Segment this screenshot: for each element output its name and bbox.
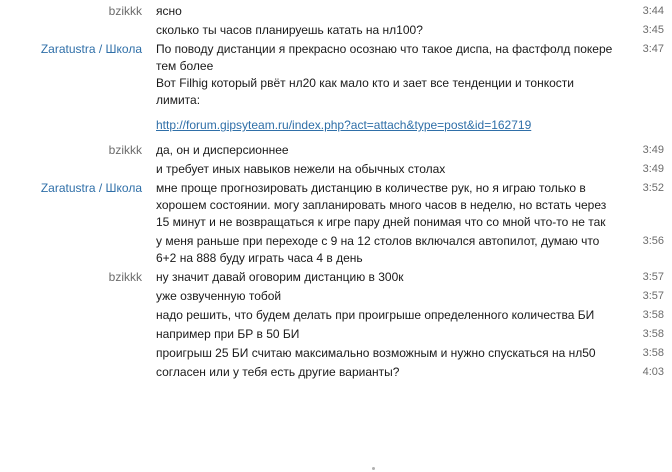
message-body xyxy=(150,111,626,140)
message-body xyxy=(150,233,626,267)
message-line: уже озвученную тобой xyxy=(156,289,282,303)
message-author[interactable]: bzikkk xyxy=(108,270,142,284)
message-timestamp: 3:58 xyxy=(642,347,664,359)
message-line: и требует иных навыков нежели на обычных столах xyxy=(156,162,446,176)
message-row xyxy=(0,344,672,363)
message-timestamp: 3:47 xyxy=(642,43,664,55)
message-line: По поводу дистанции я прекрасно осознаю что такое диспа, на фастфолд покере тем более xyxy=(156,42,613,73)
message-timestamp: 3:45 xyxy=(642,24,664,36)
message-body xyxy=(150,180,626,231)
message-line: согласен или у тебя есть другие варианты? xyxy=(156,365,400,379)
message-body xyxy=(150,161,626,178)
message-line: да, он и дисперсионнее xyxy=(156,143,289,157)
link-spacer-bottom xyxy=(156,134,620,140)
message-timestamp: 3:49 xyxy=(642,163,664,175)
message-body xyxy=(150,326,626,343)
message-row xyxy=(0,40,672,110)
message-author[interactable]: bzikkk xyxy=(108,143,142,157)
message-body xyxy=(150,22,626,39)
link-spacer xyxy=(156,111,620,117)
message-body xyxy=(150,364,626,381)
message-row xyxy=(0,21,672,40)
message-author[interactable]: Zaratustra / Школа xyxy=(40,42,142,56)
message-body xyxy=(150,269,626,286)
message-row xyxy=(0,232,672,268)
message-timestamp: 3:52 xyxy=(642,182,664,194)
message-body xyxy=(150,3,626,20)
message-line: Вот Filhig который рвёт нл20 как мало кто и зает все тенденции и тонкости лимита: xyxy=(156,76,574,107)
message-body xyxy=(150,288,626,305)
message-line: ну значит давай оговорим дистанцию в 300к xyxy=(156,270,404,284)
message-row xyxy=(0,306,672,325)
message-row xyxy=(0,325,672,344)
scroll-indicator-dot xyxy=(372,467,375,470)
message-timestamp: 3:57 xyxy=(642,271,664,283)
message-timestamp: 3:57 xyxy=(642,290,664,302)
message-body xyxy=(150,142,626,159)
message-line: ясно xyxy=(156,4,182,18)
message-timestamp: 3:49 xyxy=(642,144,664,156)
message-row xyxy=(0,268,672,287)
message-row xyxy=(0,179,672,232)
message-line: мне проще прогнозировать дистанцию в количестве рук, но я играю только в хорошем состоянии. могу запланировать много часов в неделю, но встать через 15 минут и не возвращаться к игре пару дней понимая что со мной что-то не так xyxy=(156,181,607,229)
message-line: проигрыш 25 БИ считаю максимально возможным и нужно спускаться на нл50 xyxy=(156,346,596,360)
message-author[interactable]: Zaratustra / Школа xyxy=(40,181,142,195)
message-timestamp: 3:58 xyxy=(642,309,664,321)
message-body xyxy=(150,345,626,362)
message-line: сколько ты часов планируешь катать на нл100? xyxy=(156,23,423,37)
message-line: у меня раньше при переходе с 9 на 12 столов включался автопилот, думаю что 6+2 на 888 буду играть часа 4 в день xyxy=(156,234,600,265)
message-row xyxy=(0,363,672,382)
message-row xyxy=(0,110,672,141)
message-body xyxy=(150,307,626,324)
message-timestamp: 3:56 xyxy=(642,235,664,247)
message-timestamp: 3:44 xyxy=(642,5,664,17)
message-row xyxy=(0,160,672,179)
message-link[interactable]: http://forum.gipsyteam.ru/index.php?act=attach&type=post&id=162719 xyxy=(156,118,532,132)
message-line: например при БР в 50 БИ xyxy=(156,327,300,341)
message-row xyxy=(0,141,672,160)
message-row xyxy=(0,287,672,306)
message-timestamp: 4:03 xyxy=(642,366,664,378)
message-author[interactable]: bzikkk xyxy=(108,4,142,18)
message-timestamp: 3:58 xyxy=(642,328,664,340)
message-line: надо решить, что будем делать при проигрыше определенного количества БИ xyxy=(156,308,595,322)
message-body xyxy=(150,41,626,109)
message-row xyxy=(0,2,672,21)
